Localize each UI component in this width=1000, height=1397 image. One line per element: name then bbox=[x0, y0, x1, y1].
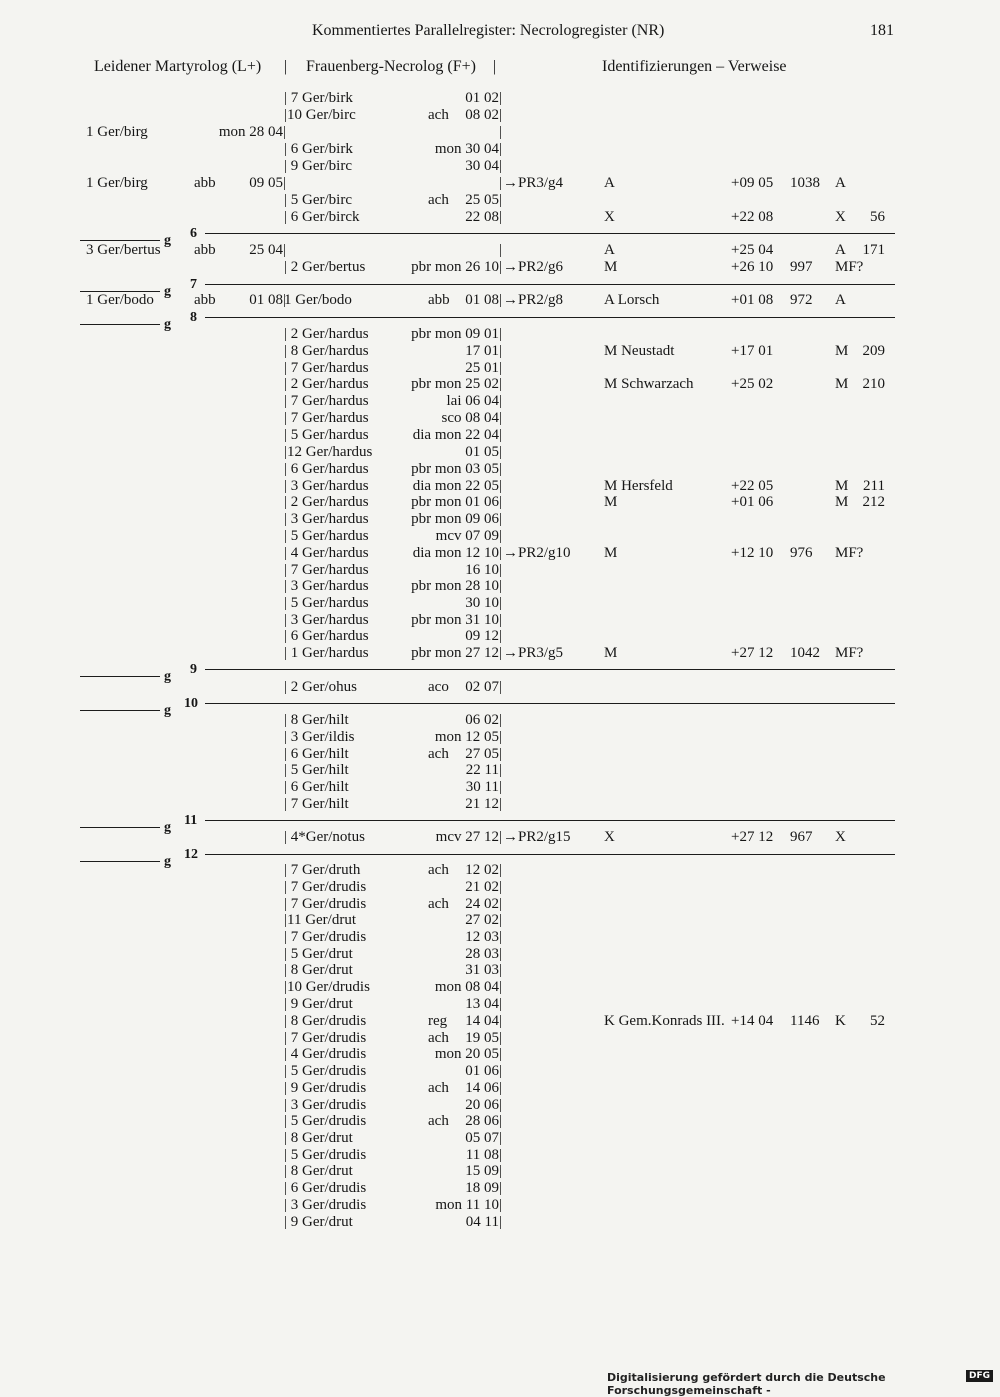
section-divider-right bbox=[205, 703, 895, 704]
frauenberg-date: sco 08 04| bbox=[441, 410, 502, 426]
frauenberg-date: 25 01| bbox=[465, 360, 502, 376]
frauenberg-date: mon 08 04| bbox=[434, 979, 502, 995]
cross-reference: →PR2/g15 bbox=[503, 829, 571, 845]
frauenberg-name: | 6 Ger/hardus bbox=[284, 461, 369, 477]
frauenberg-name: | 7 Ger/birk bbox=[284, 90, 353, 106]
frauenberg-date: pbr mon 31 10| bbox=[411, 612, 502, 628]
frauenberg-title: ach bbox=[428, 192, 449, 208]
frauenberg-name: | 6 Ger/hardus bbox=[284, 628, 369, 644]
frauenberg-name: | 3 Ger/hardus bbox=[284, 511, 369, 527]
section-number: 12 bbox=[184, 847, 198, 862]
identification: M bbox=[604, 259, 618, 275]
frauenberg-date: 24 02| bbox=[465, 896, 502, 912]
frauenberg-name: | 8 Ger/hilt bbox=[284, 712, 349, 728]
frauenberg-date: 27 05| bbox=[465, 746, 502, 762]
category-code: A bbox=[835, 292, 846, 308]
frauenberg-date: mon 20 05| bbox=[434, 1046, 502, 1062]
frauenberg-date: dia mon 22 04| bbox=[412, 427, 502, 443]
frauenberg-name: | 7 Ger/hardus bbox=[284, 410, 369, 426]
frauenberg-date: 06 02| bbox=[465, 712, 502, 728]
page-number: 181 bbox=[870, 22, 894, 39]
death-date: +12 10 bbox=[731, 545, 774, 561]
frauenberg-date: 18 09| bbox=[465, 1180, 502, 1196]
frauenberg-date: pbr mon 25 02| bbox=[411, 376, 502, 392]
frauenberg-date: 09 12| bbox=[465, 628, 502, 644]
death-year: 1042 bbox=[790, 645, 820, 661]
identification: A Lorsch bbox=[604, 292, 660, 308]
reference-number: 52 bbox=[870, 1013, 885, 1029]
frauenberg-name: | 7 Ger/hilt bbox=[284, 796, 349, 812]
category-code: X bbox=[835, 829, 846, 845]
frauenberg-date: 31 03| bbox=[465, 962, 502, 978]
leiden-title: abb bbox=[194, 175, 216, 191]
frauenberg-date: 17 01| bbox=[465, 343, 502, 359]
category-code: A bbox=[835, 242, 846, 258]
frauenberg-date: pbr mon 27 12| bbox=[411, 645, 502, 661]
frauenberg-name: | 1 Ger/hardus bbox=[284, 645, 369, 661]
frauenberg-name: | 7 Ger/hardus bbox=[284, 393, 369, 409]
cross-reference: →PR3/g4 bbox=[503, 175, 564, 191]
reference-number: 56 bbox=[870, 209, 885, 225]
category-code: M bbox=[835, 478, 849, 494]
death-year: 967 bbox=[790, 829, 813, 845]
frauenberg-name: |10 Ger/drudis bbox=[284, 979, 370, 995]
cross-reference: →PR3/g5 bbox=[503, 645, 564, 661]
frauenberg-date: 30 10| bbox=[465, 595, 502, 611]
section-divider-right bbox=[205, 317, 895, 318]
frauenberg-name: | 2 Ger/ohus bbox=[284, 679, 357, 695]
frauenberg-name: | 7 Ger/drudis bbox=[284, 879, 367, 895]
frauenberg-name: | 8 Ger/drut bbox=[284, 1163, 353, 1179]
death-year: 997 bbox=[790, 259, 813, 275]
leiden-date: 09 05| bbox=[249, 175, 286, 191]
death-date: +01 08 bbox=[731, 292, 774, 308]
frauenberg-name: 1 Ger/bodo bbox=[284, 292, 352, 308]
frauenberg-date: 01 08| bbox=[465, 292, 502, 308]
leiden-date: 01 08| bbox=[249, 292, 286, 308]
section-divider-right bbox=[205, 820, 895, 821]
category-code: X bbox=[835, 209, 846, 225]
frauenberg-name: | 2 Ger/hardus bbox=[284, 326, 369, 342]
reference-number: 209 bbox=[862, 343, 885, 359]
frauenberg-name: | 5 Ger/hardus bbox=[284, 427, 369, 443]
identification: X bbox=[604, 829, 615, 845]
frauenberg-name: | 9 Ger/drut bbox=[284, 996, 353, 1012]
frauenberg-date: mcv 07 09| bbox=[435, 528, 502, 544]
frauenberg-date: | bbox=[498, 242, 502, 258]
frauenberg-date: 30 04| bbox=[465, 158, 502, 174]
category-code: A bbox=[835, 175, 846, 191]
frauenberg-date: 01 02| bbox=[465, 90, 502, 106]
frauenberg-name: | 3 Ger/ildis bbox=[284, 729, 355, 745]
cross-reference: →PR2/g8 bbox=[503, 292, 564, 308]
frauenberg-name: |11 Ger/drut bbox=[284, 912, 357, 928]
identification: K Gem.Konrads III. bbox=[604, 1013, 725, 1029]
frauenberg-date: pbr mon 09 01| bbox=[411, 326, 502, 342]
section-divider-left bbox=[80, 827, 160, 828]
frauenberg-date: 25 05| bbox=[465, 192, 502, 208]
frauenberg-date: 22 08| bbox=[465, 209, 502, 225]
frauenberg-date: | bbox=[498, 124, 502, 140]
frauenberg-date: 12 02| bbox=[465, 862, 502, 878]
frauenberg-date: 14 04| bbox=[465, 1013, 502, 1029]
identification: M bbox=[604, 494, 618, 510]
frauenberg-name: | 5 Ger/drut bbox=[284, 946, 353, 962]
frauenberg-name: | 6 Ger/birck bbox=[284, 209, 360, 225]
frauenberg-name: | 3 Ger/hardus bbox=[284, 578, 369, 594]
section-number: 6 bbox=[190, 226, 197, 241]
frauenberg-title: ach bbox=[428, 1030, 449, 1046]
identification: X bbox=[604, 209, 615, 225]
frauenberg-name: | 5 Ger/hardus bbox=[284, 528, 369, 544]
death-year: 976 bbox=[790, 545, 813, 561]
section-divider-right bbox=[205, 669, 895, 670]
frauenberg-name: | 2 Ger/bertus bbox=[284, 259, 366, 275]
death-year: 1146 bbox=[790, 1013, 820, 1029]
death-date: +14 04 bbox=[731, 1013, 774, 1029]
funding-note: Digitalisierung gefördert durch die Deutsche Forschungsgemeinschaft - bbox=[607, 1371, 886, 1397]
section-number: 7 bbox=[190, 277, 197, 292]
frauenberg-date: 28 03| bbox=[465, 946, 502, 962]
frauenberg-date: 02 07| bbox=[465, 679, 502, 695]
frauenberg-name: | 5 Ger/drudis bbox=[284, 1063, 367, 1079]
frauenberg-name: | 4 Ger/hardus bbox=[284, 545, 369, 561]
frauenberg-date: 30 11| bbox=[465, 779, 502, 795]
section-divider-left bbox=[80, 240, 160, 241]
frauenberg-name: | 5 Ger/hardus bbox=[284, 595, 369, 611]
death-year: 1038 bbox=[790, 175, 820, 191]
frauenberg-date: 08 02| bbox=[465, 107, 502, 123]
frauenberg-name: | 2 Ger/hardus bbox=[284, 376, 369, 392]
leiden-name: 1 Ger/birg bbox=[86, 175, 148, 191]
section-divider-right bbox=[205, 284, 895, 285]
frauenberg-name: |12 Ger/hardus bbox=[284, 444, 373, 460]
category-code: MF? bbox=[835, 259, 864, 275]
category-code: MF? bbox=[835, 545, 864, 561]
frauenberg-title: ach bbox=[428, 1080, 449, 1096]
leiden-name: 3 Ger/bertus bbox=[86, 242, 161, 258]
column-separator: | bbox=[493, 58, 497, 75]
frauenberg-name: | 8 Ger/drut bbox=[284, 1130, 353, 1146]
frauenberg-name: | 4*Ger/notus bbox=[284, 829, 365, 845]
frauenberg-name: | 7 Ger/drudis bbox=[284, 929, 367, 945]
frauenberg-name: | 5 Ger/hilt bbox=[284, 762, 349, 778]
frauenberg-name: | 7 Ger/hardus bbox=[284, 562, 369, 578]
frauenberg-date: 19 05| bbox=[465, 1030, 502, 1046]
frauenberg-name: | 2 Ger/hardus bbox=[284, 494, 369, 510]
frauenberg-date: 04 11| bbox=[465, 1214, 502, 1230]
frauenberg-name: | 3 Ger/hardus bbox=[284, 478, 369, 494]
frauenberg-name: | 5 Ger/drudis bbox=[284, 1147, 367, 1163]
frauenberg-date: 27 02| bbox=[465, 912, 502, 928]
column-header-leiden: Leidener Martyrolog (L+) bbox=[94, 58, 262, 75]
page-title: Kommentiertes Parallelregister: Necrologregister (NR) bbox=[312, 22, 665, 39]
frauenberg-date: 01 06| bbox=[465, 1063, 502, 1079]
frauenberg-name: | 3 Ger/drudis bbox=[284, 1197, 367, 1213]
leiden-name: 1 Ger/birg bbox=[86, 124, 148, 140]
frauenberg-date: 13 04| bbox=[465, 996, 502, 1012]
frauenberg-date: pbr mon 03 05| bbox=[411, 461, 502, 477]
frauenberg-name: | 9 Ger/drut bbox=[284, 1214, 353, 1230]
death-date: +25 02 bbox=[731, 376, 774, 392]
frauenberg-date: 12 03| bbox=[465, 929, 502, 945]
frauenberg-title: reg bbox=[428, 1013, 448, 1029]
frauenberg-name: | 6 Ger/hilt bbox=[284, 746, 349, 762]
frauenberg-date: mon 12 05| bbox=[434, 729, 502, 745]
frauenberg-date: dia mon 22 05| bbox=[412, 478, 502, 494]
identification: M bbox=[604, 645, 618, 661]
frauenberg-date: 28 06| bbox=[465, 1113, 502, 1129]
frauenberg-date: 14 06| bbox=[465, 1080, 502, 1096]
death-date: +22 08 bbox=[731, 209, 774, 225]
frauenberg-date: 15 09| bbox=[465, 1163, 502, 1179]
frauenberg-title: abb bbox=[428, 292, 450, 308]
identification: A bbox=[604, 175, 615, 191]
category-code: M bbox=[835, 376, 849, 392]
frauenberg-name: | 5 Ger/drudis bbox=[284, 1113, 367, 1129]
section-number: 10 bbox=[184, 696, 198, 711]
frauenberg-title: ach bbox=[428, 107, 449, 123]
frauenberg-name: | 7 Ger/drudis bbox=[284, 896, 367, 912]
frauenberg-date: 16 10| bbox=[465, 562, 502, 578]
frauenberg-title: aco bbox=[428, 679, 449, 695]
death-date: +26 10 bbox=[731, 259, 774, 275]
column-header-frauenberg: Frauenberg-Necrolog (F+) bbox=[306, 58, 477, 75]
category-code: M bbox=[835, 343, 849, 359]
frauenberg-date: 01 05| bbox=[465, 444, 502, 460]
section-letter: g bbox=[164, 820, 171, 835]
frauenberg-date: mon 11 10| bbox=[435, 1197, 502, 1213]
death-year: 972 bbox=[790, 292, 813, 308]
death-date: +17 01 bbox=[731, 343, 774, 359]
column-header-identification: Identifizierungen – Verweise bbox=[602, 58, 787, 75]
frauenberg-name: | 3 Ger/hardus bbox=[284, 612, 369, 628]
dfg-logo: DFG bbox=[966, 1370, 993, 1382]
frauenberg-title: ach bbox=[428, 746, 449, 762]
frauenberg-name: | 7 Ger/drudis bbox=[284, 1030, 367, 1046]
cross-reference: →PR2/g6 bbox=[503, 259, 564, 275]
identification: M bbox=[604, 545, 618, 561]
section-letter: g bbox=[164, 669, 171, 684]
frauenberg-date: 21 02| bbox=[465, 879, 502, 895]
frauenberg-date: 05 07| bbox=[465, 1130, 502, 1146]
frauenberg-name: |10 Ger/birc bbox=[284, 107, 356, 123]
frauenberg-name: | 8 Ger/hardus bbox=[284, 343, 369, 359]
section-divider-left bbox=[80, 676, 160, 677]
frauenberg-name: | 8 Ger/drut bbox=[284, 962, 353, 978]
column-separator: | bbox=[284, 58, 288, 75]
section-divider-left bbox=[80, 861, 160, 862]
death-date: +25 04 bbox=[731, 242, 774, 258]
frauenberg-date: 20 06| bbox=[465, 1097, 502, 1113]
frauenberg-date: 21 12| bbox=[465, 796, 502, 812]
frauenberg-title: ach bbox=[428, 896, 449, 912]
identification: M Neustadt bbox=[604, 343, 675, 359]
frauenberg-date: mcv 27 12| bbox=[435, 829, 502, 845]
frauenberg-name: | 5 Ger/birc bbox=[284, 192, 352, 208]
category-code: MF? bbox=[835, 645, 864, 661]
section-divider-right bbox=[205, 233, 895, 234]
category-code: M bbox=[835, 494, 849, 510]
death-date: +27 12 bbox=[731, 829, 774, 845]
reference-number: 211 bbox=[863, 478, 885, 494]
frauenberg-date: mon 30 04| bbox=[434, 141, 502, 157]
frauenberg-date: dia mon 12 10| bbox=[412, 545, 502, 561]
section-letter: g bbox=[164, 854, 171, 869]
section-number: 9 bbox=[190, 662, 197, 677]
section-number: 8 bbox=[190, 310, 197, 325]
frauenberg-date: lai 06 04| bbox=[446, 393, 502, 409]
section-letter: g bbox=[164, 284, 171, 299]
leiden-title: abb bbox=[194, 242, 216, 258]
identification: M Hersfeld bbox=[604, 478, 673, 494]
death-date: +22 05 bbox=[731, 478, 774, 494]
frauenberg-date: 11 08| bbox=[465, 1147, 502, 1163]
frauenberg-name: | 4 Ger/drudis bbox=[284, 1046, 367, 1062]
reference-number: 212 bbox=[862, 494, 885, 510]
frauenberg-name: | 8 Ger/drudis bbox=[284, 1013, 367, 1029]
frauenberg-name: | 9 Ger/drudis bbox=[284, 1080, 367, 1096]
section-number: 11 bbox=[184, 813, 198, 828]
cross-reference: →PR2/g10 bbox=[503, 545, 571, 561]
identification: A bbox=[604, 242, 615, 258]
frauenberg-name: | 9 Ger/birc bbox=[284, 158, 352, 174]
section-letter: g bbox=[164, 317, 171, 332]
frauenberg-date: pbr mon 26 10| bbox=[411, 259, 502, 275]
leiden-date: 25 04| bbox=[249, 242, 286, 258]
reference-number: 210 bbox=[862, 376, 885, 392]
identification: M Schwarzach bbox=[604, 376, 694, 392]
section-divider-right bbox=[205, 854, 895, 855]
leiden-name: 1 Ger/bodo bbox=[86, 292, 154, 308]
section-letter: g bbox=[164, 233, 171, 248]
reference-number: 171 bbox=[862, 242, 885, 258]
frauenberg-date: pbr mon 09 06| bbox=[411, 511, 502, 527]
frauenberg-title: ach bbox=[428, 862, 449, 878]
leiden-title: abb bbox=[194, 292, 216, 308]
frauenberg-date: pbr mon 28 10| bbox=[411, 578, 502, 594]
section-divider-left bbox=[80, 710, 160, 711]
frauenberg-name: | 6 Ger/hilt bbox=[284, 779, 349, 795]
frauenberg-name: | 3 Ger/drudis bbox=[284, 1097, 367, 1113]
section-letter: g bbox=[164, 703, 171, 718]
death-date: +01 06 bbox=[731, 494, 774, 510]
frauenberg-title: ach bbox=[428, 1113, 449, 1129]
category-code: K bbox=[835, 1013, 846, 1029]
frauenberg-name: | 7 Ger/druth bbox=[284, 862, 361, 878]
death-date: +27 12 bbox=[731, 645, 774, 661]
frauenberg-date: 22 11| bbox=[465, 762, 502, 778]
death-date: +09 05 bbox=[731, 175, 774, 191]
frauenberg-name: | 6 Ger/birk bbox=[284, 141, 353, 157]
section-divider-left bbox=[80, 324, 160, 325]
frauenberg-date: pbr mon 01 06| bbox=[411, 494, 502, 510]
frauenberg-name: | 7 Ger/hardus bbox=[284, 360, 369, 376]
frauenberg-date: | bbox=[498, 175, 502, 191]
frauenberg-name: | 6 Ger/drudis bbox=[284, 1180, 367, 1196]
leiden-date: mon 28 04| bbox=[218, 124, 286, 140]
